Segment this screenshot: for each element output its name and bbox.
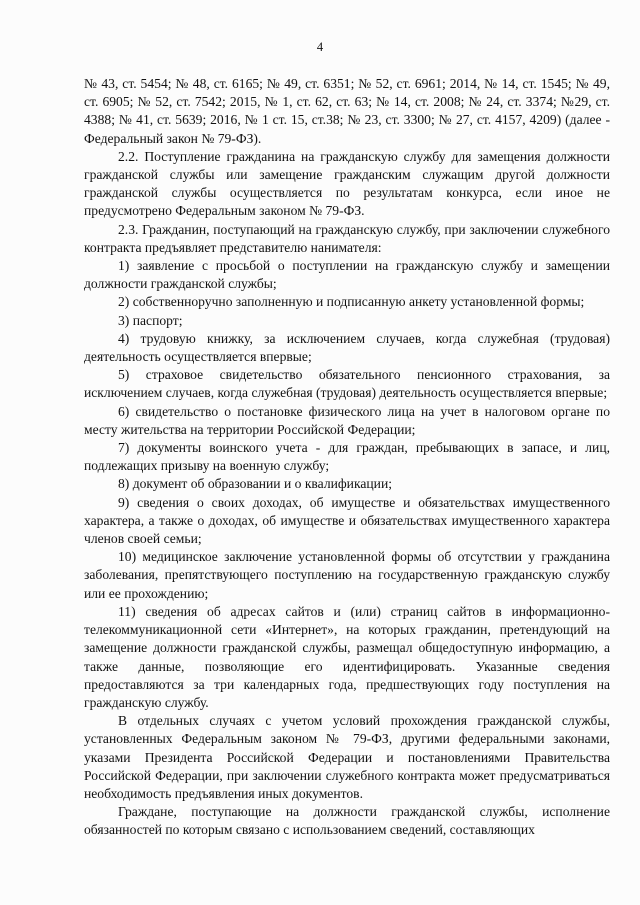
- paragraph: 4) трудовую книжку, за исключением случаев, когда служебная (трудовая) деятельность осуществляется впервые;: [84, 330, 610, 365]
- paragraph: В отдельных случаях с учетом условий прохождения гражданской службы, установленных Федеральным законом № 79-ФЗ, другими федеральными законами, указами Президента Российской Федерации и постановлениями Правительства Российской Федерации, при заключении служебного контракта может предусматриваться необходимость предъявления иных документов.: [84, 713, 610, 801]
- page-number: 4: [316, 40, 324, 54]
- paragraph: 5) страховое свидетельство обязательного пенсионного страхования, за исключением случаев, когда служебная (трудовая) деятельность осуществляется впервые;: [84, 367, 610, 401]
- paragraph: 7) документы воинского учета - для граждан, пребывающих в запасе, и лиц, подлежащих призыву на военную службу;: [84, 440, 610, 474]
- paragraph: 11) сведения об адресах сайтов и (или) страниц сайтов в информационно-телекоммуникационной сети «Интернет», на которых гражданин, претендующий на замещение должности гражданской службы, размещал общедоступную информацию, а также данные, позволяющие его идентифицировать. Указанные сведения предоставляются за три календарных года, предшествующих году поступления на гражданскую службу.: [84, 603, 610, 710]
- paragraph: 2.3. Гражданин, поступающий на гражданскую службу, при заключении служебного контракта предъявляет представителю нанимателя:: [84, 221, 610, 255]
- paragraph: 2.2. Поступление гражданина на гражданскую службу для замещения должности гражданской службы или замещение гражданским служащим другой должности гражданской службы осуществляется по результатам конкурса, если иное не предусмотрено Федеральным законом № 79-ФЗ.: [84, 148, 610, 219]
- paragraph: № 43, ст. 5454; № 48, ст. 6165; № 49, ст. 6351; № 52, ст. 6961; 2014, № 14, ст. 1545; № 49, ст. 6905; № 52, ст. 7542; 2015, № 1, ст. 62, ст. 63; № 14, ст. 2008; № 24, ст. 3374; №29, ст. 4388; № 41, ст. 5639; 2016, № 1 ст. 15, ст.38; № 23, ст. 3300; № 27, ст. 4157, 4209) (далее - Федеральный закон № 79-ФЗ).: [84, 76, 610, 146]
- paragraph: 9) сведения о своих доходах, об имуществе и обязательствах имущественного характера, а также о доходах, об имуществе и обязательствах имущественного характера членов своей семьи;: [84, 494, 610, 547]
- paragraph: 3) паспорт;: [118, 312, 183, 328]
- paragraph: 8) документ об образовании и о квалификации;: [118, 476, 392, 492]
- paragraph: 2) собственноручно заполненную и подписанную анкету установленной формы;: [118, 294, 585, 310]
- paragraph: 1) заявление с просьбой о поступлении на гражданскую службу и замещении должности гражданской службы;: [84, 258, 610, 292]
- document-body: [84, 75, 610, 840]
- paragraph: 10) медицинское заключение установленной формы об отсутствии у гражданина заболевания, препятствующего поступлению на государственную гражданскую службу или ее прохождению;: [84, 549, 610, 601]
- paragraph: Граждане, поступающие на должности гражданской службы, исполнение обязанностей по которым связано с использованием сведений, составляющих: [84, 804, 610, 838]
- paragraph: 6) свидетельство о постановке физического лица на учет в налоговом органе по месту жительства на территории Российской Федерации;: [84, 403, 610, 437]
